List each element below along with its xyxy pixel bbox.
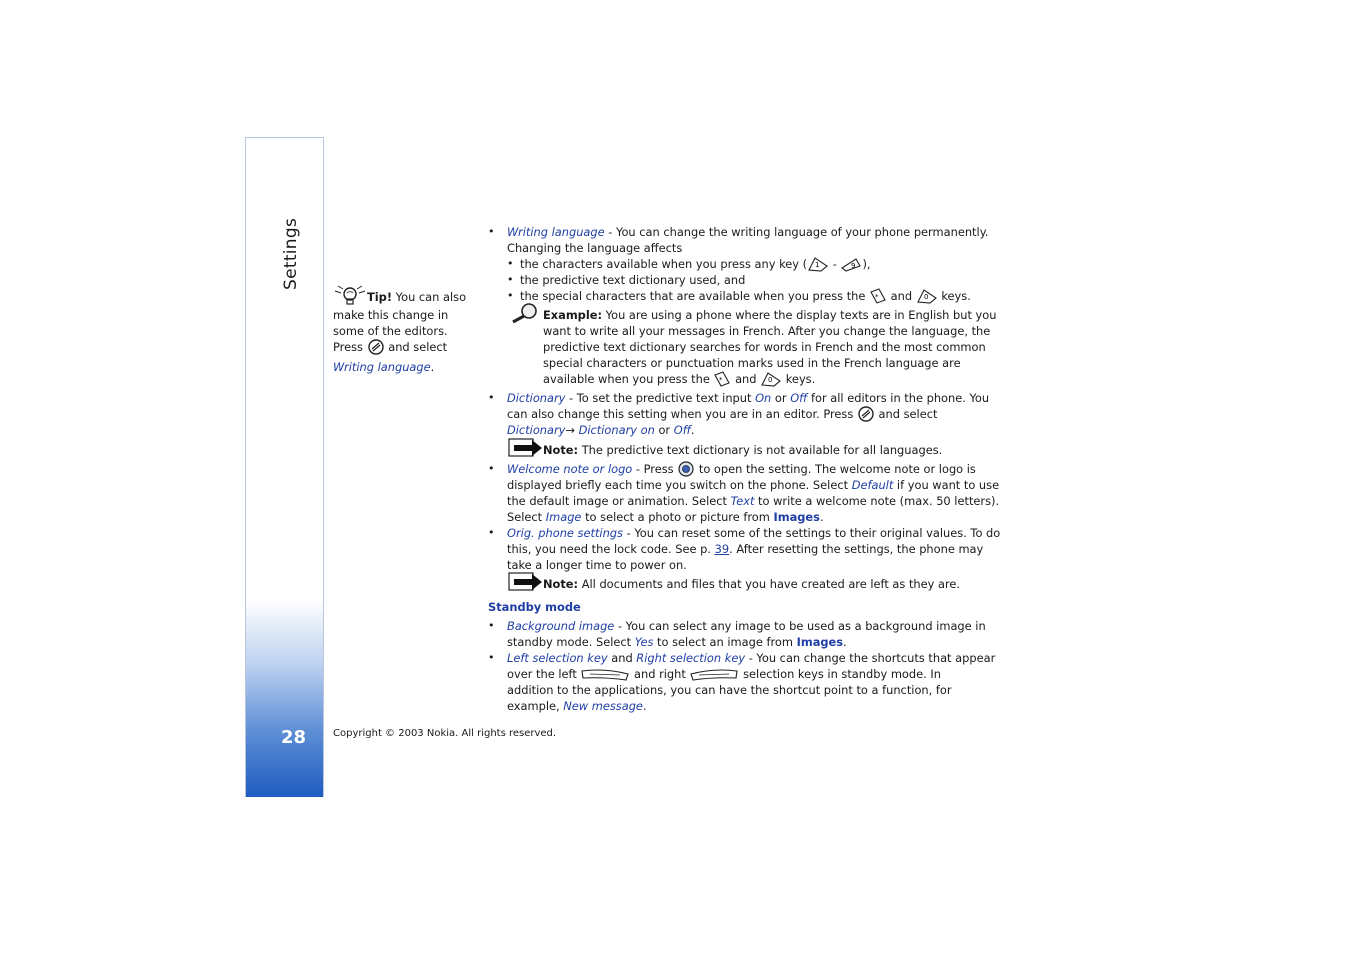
lightbulb-icon — [333, 285, 367, 307]
bullet: • — [488, 526, 495, 539]
dictionary-path-option[interactable]: Dictionary — [507, 423, 566, 437]
note-arrow-icon — [508, 572, 544, 595]
note-label: Note: — [543, 577, 579, 591]
dictionary-text: for all editors in the phone. You — [807, 391, 990, 405]
example-text: keys. — [782, 372, 816, 386]
menu-key-icon — [367, 339, 385, 359]
tip-option-link[interactable]: Writing language — [333, 360, 431, 374]
dictionary-option[interactable]: Dictionary — [507, 391, 566, 405]
off-option[interactable]: Off — [673, 423, 691, 437]
bullet: • — [488, 391, 495, 404]
bullet: • — [488, 462, 495, 475]
orig-text: - You can reset some of the settings to their original values. To do — [622, 526, 1001, 540]
welcome-text: - Press — [632, 462, 678, 476]
selection-key-line-1 — [507, 650, 995, 666]
note-label: Note: — [543, 443, 579, 457]
bullet: • — [488, 619, 495, 632]
tip-text: You can also make this change in some of the editors. Press — [333, 290, 467, 354]
welcome-text: to open the setting. The welcome note or logo is — [695, 462, 976, 476]
welcome-note-option[interactable]: Welcome note or logo — [507, 462, 633, 476]
copyright-footer: Copyright © 2003 Nokia. All rights reserved. — [333, 728, 557, 739]
example-text: You are using a phone where the display texts are in English but you — [602, 308, 997, 322]
orig-text: . After resetting the settings, the phone may — [729, 542, 984, 556]
background-line-2 — [507, 634, 847, 650]
writing-language-option[interactable]: Writing language — [507, 225, 605, 239]
sub-text: the special characters that are available when you press the — [520, 289, 870, 303]
orig-line-2 — [507, 541, 983, 557]
standby-text: selection keys in standby mode. In — [739, 667, 941, 681]
svg-text:*: * — [875, 293, 879, 301]
dictionary-on-option[interactable]: Dictionary on — [578, 423, 655, 437]
welcome-text: to select a photo or picture from — [581, 510, 774, 524]
dictionary-line-1 — [507, 390, 989, 406]
example-line-4: special characters or punctuation marks used in the French language are — [543, 356, 961, 370]
sub-item-dictionary: the predictive text dictionary used, and — [520, 273, 746, 287]
sub-text: keys. — [937, 289, 971, 303]
svg-text:*: * — [719, 376, 723, 384]
new-message-option[interactable]: New message — [563, 699, 643, 713]
left-selection-key-option[interactable]: Left selection key — [507, 651, 608, 665]
example-line-5 — [543, 371, 815, 391]
standby-text: example, — [507, 699, 564, 713]
standby-text: and right — [630, 667, 690, 681]
sub-text: - — [829, 257, 841, 271]
welcome-line-4 — [507, 509, 824, 525]
sub-bullet: • — [507, 257, 514, 270]
selection-key-line-3: addition to the applications, you can have the shortcut point to a function, for — [507, 683, 952, 697]
svg-text:0: 0 — [768, 376, 773, 384]
zero-key-icon — [916, 288, 938, 308]
tip-label: Tip! — [367, 290, 393, 304]
tip-period: . — [430, 360, 435, 374]
zero-key-icon — [760, 371, 782, 391]
path-arrow: → — [565, 423, 579, 437]
page-number: 28 — [281, 727, 307, 748]
standby-text: . — [843, 635, 847, 649]
section-title — [279, 217, 304, 292]
dictionary-line-3 — [507, 422, 695, 438]
note-text: The predictive text dictionary is not available for all languages. — [578, 443, 943, 457]
dictionary-text: or — [771, 391, 791, 405]
welcome-text: if you want to use — [893, 478, 1000, 492]
orig-line-3: take a longer time to power on. — [507, 558, 687, 572]
note-text: All documents and files that you have created are left as they are. — [578, 577, 961, 591]
section-title-text: Settings — [281, 217, 301, 290]
images-app-link[interactable]: Images — [796, 635, 844, 649]
standby-text: and — [607, 651, 637, 665]
standby-mode-heading: Standby mode — [488, 600, 581, 614]
background-line-1 — [507, 618, 986, 634]
orig-line-1 — [507, 525, 1000, 541]
example-line-3: predictive text dictionary searches for words in French and the most common — [543, 340, 986, 354]
dictionary-text: can also change this setting when you are in an editor. Press — [507, 407, 857, 421]
dictionary-text: . — [690, 423, 695, 437]
images-app-link[interactable]: Images — [773, 510, 820, 524]
example-line-1 — [543, 307, 997, 323]
svg-text:9: 9 — [851, 262, 856, 270]
orig-text: this, you need the lock code. See p. — [507, 542, 715, 556]
welcome-text: Select — [507, 510, 546, 524]
orig-note — [543, 576, 960, 592]
welcome-text: displayed briefly each time you switch on the phone. Select — [507, 478, 852, 492]
on-option[interactable]: On — [755, 391, 772, 405]
tip-text-2: and select — [384, 340, 448, 354]
standby-text: - You can select any image to be used as a background image in — [614, 619, 986, 633]
star-key-icon — [869, 288, 887, 308]
svg-text:1: 1 — [815, 261, 820, 269]
text-option[interactable]: Text — [730, 494, 755, 508]
note-arrow-icon — [508, 438, 544, 461]
tip-box — [333, 285, 478, 375]
magnifier-icon — [510, 302, 540, 327]
bullet: • — [488, 225, 495, 238]
standby-text: . — [642, 699, 647, 713]
example-line-2: want to write all your messages in French. After you change the language, the — [543, 324, 991, 338]
standby-text: to select an image from — [653, 635, 797, 649]
sub-text: ), — [862, 257, 871, 271]
welcome-text: the default image or animation. Select — [507, 494, 731, 508]
sub-bullet: • — [507, 273, 514, 286]
bullet: • — [488, 651, 495, 664]
writing-language-line-1 — [507, 224, 988, 240]
sub-text: and — [887, 289, 916, 303]
sub-item-special-chars — [520, 288, 971, 308]
star-key-icon — [713, 371, 731, 391]
image-option[interactable]: Image — [545, 510, 582, 524]
key-1-icon — [807, 256, 829, 276]
default-option[interactable]: Default — [851, 478, 894, 492]
off-option[interactable]: Off — [790, 391, 808, 405]
dictionary-text: and select — [874, 407, 938, 421]
dictionary-note — [543, 442, 942, 458]
dictionary-text: or — [654, 423, 674, 437]
welcome-line-2 — [507, 477, 999, 493]
yes-option[interactable]: Yes — [634, 635, 654, 649]
sub-bullet: • — [507, 289, 514, 302]
background-image-option[interactable]: Background image — [507, 619, 615, 633]
welcome-line-3 — [507, 493, 999, 509]
svg-text:0: 0 — [923, 293, 929, 301]
example-label: Example: — [543, 308, 603, 322]
menu-key-icon — [857, 406, 875, 426]
standby-text: standby mode. Select — [507, 635, 635, 649]
dictionary-text: - To set the predictive text input — [565, 391, 756, 405]
standby-text: - You can change the shortcuts that appear — [745, 651, 996, 665]
page-reference-link[interactable]: 39 — [714, 542, 730, 556]
writing-language-text: - You can change the writing language of your phone permanently. — [604, 225, 989, 239]
right-selection-key-option[interactable]: Right selection key — [636, 651, 746, 665]
standby-text: over the left — [507, 667, 581, 681]
key-9-icon — [840, 256, 862, 276]
example-text: available when you press the — [543, 372, 714, 386]
sub-text: the characters available when you press any key ( — [520, 257, 808, 271]
welcome-text: . — [819, 510, 824, 524]
welcome-text: to write a welcome note (max. 50 letters). — [754, 494, 1000, 508]
orig-phone-settings-option[interactable]: Orig. phone settings — [507, 526, 623, 540]
selection-key-line-4 — [507, 698, 647, 714]
writing-language-line-2: Changing the language affects — [507, 241, 683, 255]
example-text: and — [731, 372, 761, 386]
